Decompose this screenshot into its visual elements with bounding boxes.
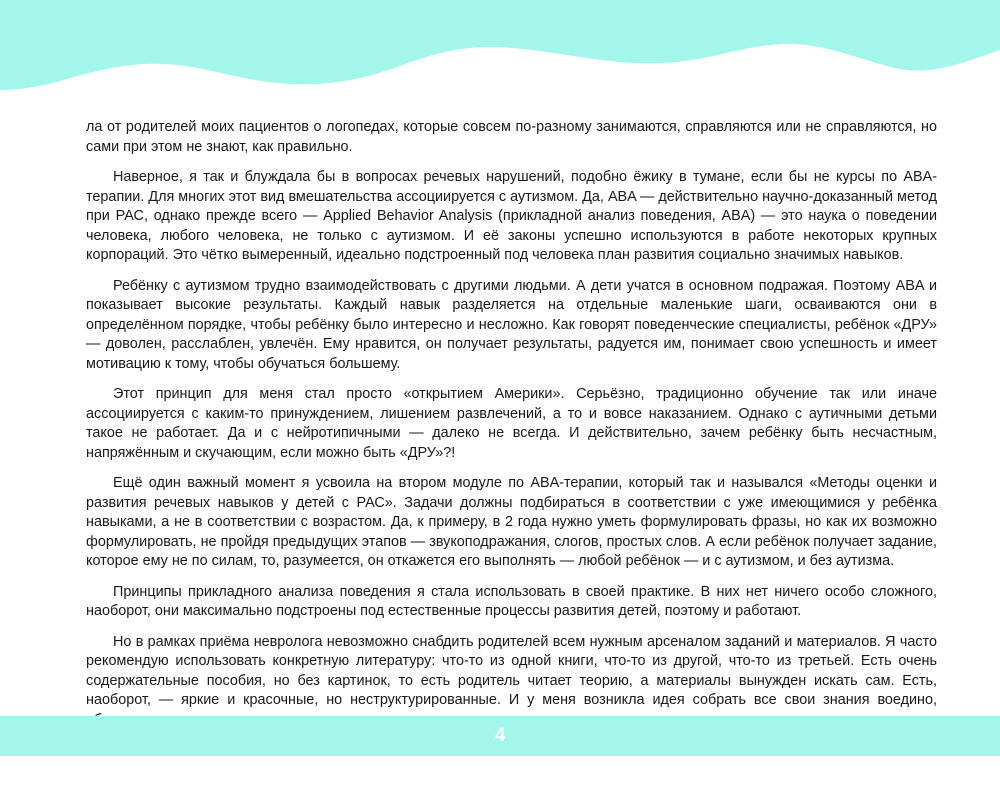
paragraph: Наверное, я так и блуждала бы в вопросах речевых нарушений, подобно ёжику в тумане, если бы не курсы по ABA-терапии. Для многих этот вид вмешательства ассоциируется с аутизмом. Да, ABA — действительно научно-доказанный метод при РАС, однако прежде всего — Applied Behavior Analysis (прикладной анализ поведения, ABA) — это наука о поведении человека, любого человека, не только с аутизмом. И её законы успешно используются в работе некоторых крупных корпораций. Это чётко вымеренный, идеально подстроенный под человека план развития социально значимых навыков. — [86, 169, 937, 263]
page-number: 4 — [494, 725, 506, 746]
paragraph: Ребёнку с аутизмом трудно взаимодействовать с другими людьми. А дети учатся в основном подражая. Поэтому ABA и показывает высокие результаты. Каждый навык разделяется на отдельные маленькие шаги, осваиваются они в определённом порядке, чтобы ребёнку было интересно и несложно. Как говорят поведенческие специалисты, ребёнок «ДРУ» — доволен, расслаблен, увлечён. Ему нравится, он получает результаты, радуется им, понимает свою успешность и имеет мотивацию к тому, чтобы обучаться большему. — [86, 277, 937, 372]
paragraph: Ещё один важный момент я усвоила на втором модуле по ABA-терапии, который так и назывался «Методы оценки и развития речевых навыков у детей с РАС». Задачи должны подбираться в соответствии с уже имеющимися у ребёнка навыками, а не в соответствии с возрастом. Да, к примеру, в 2 года нужно уметь формулировать фразы, но как их возможно формулировать, не пройдя предыдущих этапов — звукоподражания, слогов, простых слов. А если ребёнок получает задание, которое ему не по силам, то, разумеется, он откажется его выполнять — любой ребёнок — и с аутизмом, и без аутизма. — [86, 475, 937, 569]
footer-band — [0, 716, 1000, 756]
paragraph: Этот принцип для меня стал просто «открытием Америки». Серьёзно, традиционно обучение так или иначе ассоциируется с каким-то принуждением, лишением развлечений, а то и вовсе наказанием. Однако с аутичными детьми такое не работает. Да и с нейротипичными — далеко не всегда. И действительно, зачем ребёнку быть несчастным, напряжённым и скучающим, если можно быть «ДРУ»?! — [86, 386, 937, 461]
top-wave-decoration — [0, 0, 1000, 100]
paragraph: ла от родителей моих пациентов о логопедах, которые совсем по-разному занимаются, справляются или не справляются, но сами при этом не знают, как правильно. — [86, 119, 937, 155]
paragraph: Принципы прикладного анализа поведения я стала использовать в своей практике. В них нет ничего особо сложного, наоборот, они максимально подстроены под естественные процессы развития детей, поэтому и работают. — [86, 583, 937, 619]
body-text — [86, 118, 937, 741]
paragraph: Но в рамках приёма невролога невозможно снабдить родителей всем нужным арсеналом заданий и материалов. Я часто рекомендую использовать конкретную литературу: что-то из одной книги, что-то из другой, что-то из третьей. Есть очень содержательные пособия, но без картинок, то есть родитель читает теорию, а материалы вынужден искать сам. Есть, наоборот, — яркие и красочные, но неструктурированные. И у меня возникла идея собрать все свои знания воедино, — [86, 633, 937, 708]
